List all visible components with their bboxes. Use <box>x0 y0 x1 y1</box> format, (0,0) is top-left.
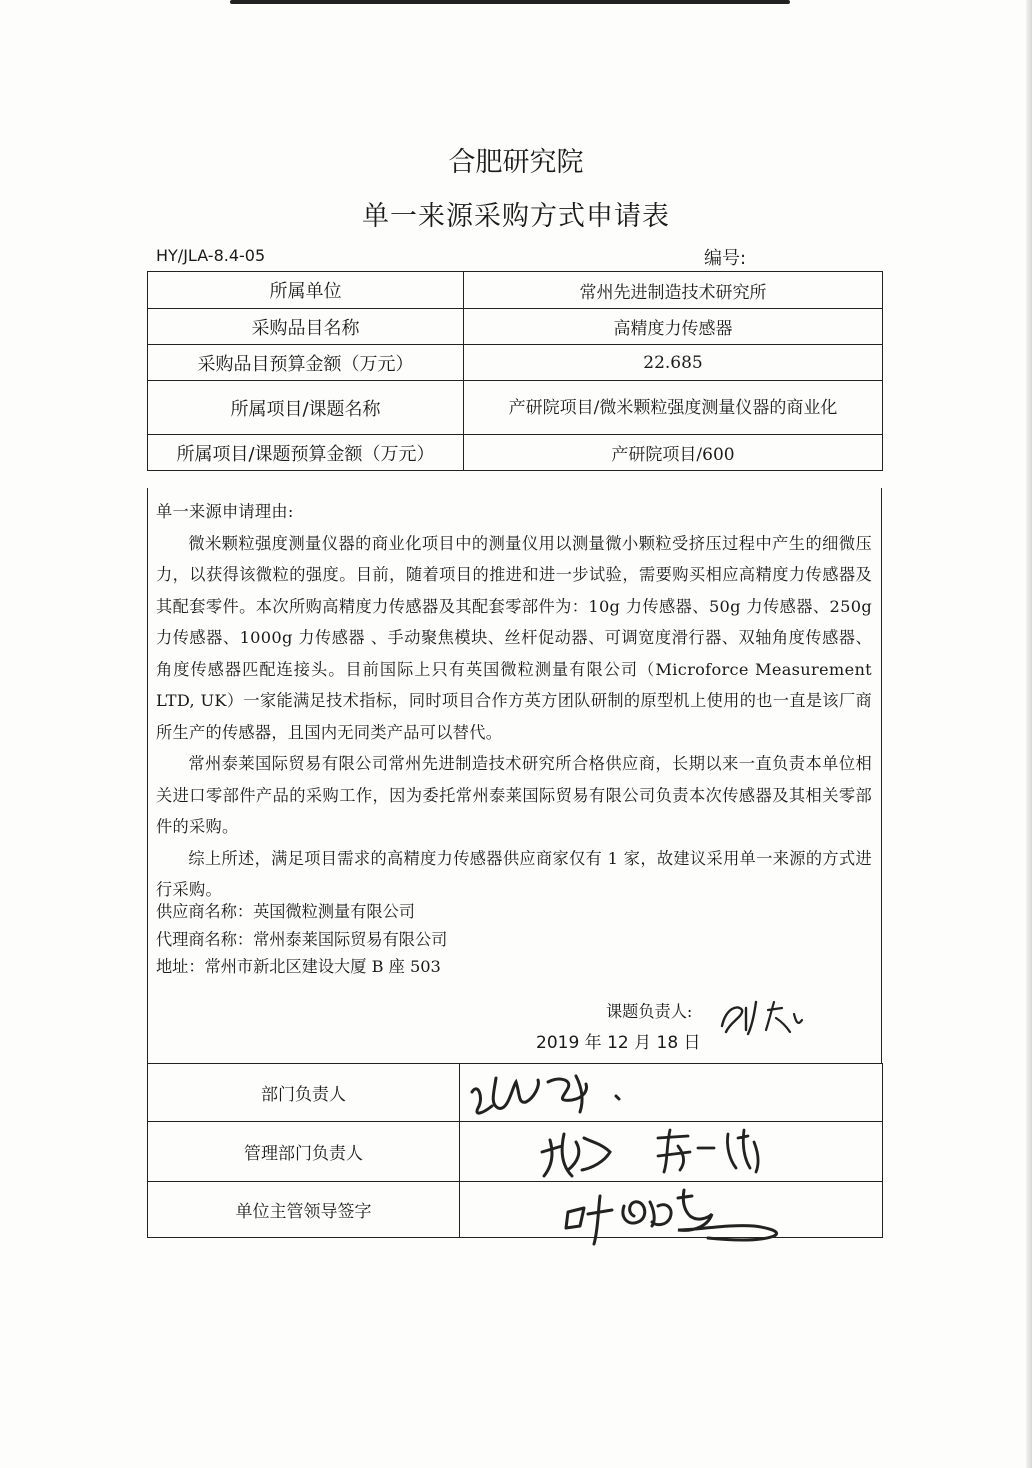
info-table <box>147 271 883 471</box>
agent-name: 代理商名称：常州泰莱国际贸易有限公司 <box>156 929 448 949</box>
field-label: 所属项目/课题预算金额（万元） <box>148 435 464 471</box>
table-row <box>148 381 883 435</box>
field-value: 22.685 <box>464 345 883 381</box>
supplier-address: 地址：常州市新北区建设大厦 B 座 503 <box>156 957 441 976</box>
field-value: 高精度力传感器 <box>464 309 883 345</box>
form-code: HY/JLA-8.4-05 <box>156 246 266 265</box>
project-leader-label: 课题负责人: <box>606 1002 693 1021</box>
reason-heading: 单一来源申请理由: <box>156 502 294 521</box>
table-row <box>148 1122 883 1182</box>
field-value: 产研院项目/微米颗粒强度测量仪器的商业化 <box>464 381 883 435</box>
field-label: 所属项目/课题名称 <box>148 381 464 435</box>
field-value: 产研院项目/600 <box>464 435 883 471</box>
reason-paragraph: 微米颗粒强度测量仪器的商业化项目中的测量仪用以测量微小颗粒受挤压过程中产生的细微压力，以获得该微粒的强度。目前，随着项目的推进和进一步试验，需要购买相应高精度力传感器及其配套零件。本次所购高精度力传感器及其配套零部件为：10g 力传感器、50g 力传感器、250g 力传感器、1000g 力传感器 、手动聚焦模块、丝杆促动器、可调宽度滑行器、双轴角度传感器、角度传感器匹配连接头。目前国际上只有英国微粒测量有限公司（Microforce Measurement LTD, UK）一家能满足技术指标，同时项目合作方英方团队研制的原型机上使用的也一直是该厂商所生产的传感器，且国内无同类产品可以替代。 <box>156 533 872 742</box>
sign-date: 2019 年 12 月 18 日 <box>536 1033 701 1053</box>
field-label: 采购品目名称 <box>148 309 464 345</box>
field-label: 采购品目预算金额（万元） <box>148 345 464 381</box>
institute-title: 合肥研究院 <box>448 147 584 178</box>
signature-label: 单位主管领导签字 <box>148 1182 460 1238</box>
supplier-info <box>156 898 447 981</box>
supplier-name: 供应商名称：英国微粒测量有限公司 <box>156 902 415 921</box>
signature-cell <box>460 1122 883 1182</box>
table-row <box>148 309 883 345</box>
table-row <box>148 272 883 309</box>
reason-paragraph: 常州泰莱国际贸易有限公司常州先进制造技术研究所合格供应商，长期以来一直负责本单位相关进口零部件产品的采购工作，因为委托常州泰莱国际贸易有限公司负责本次传感器及其相关零部件的采购。 <box>156 754 872 836</box>
signature-label: 部门负责人 <box>148 1064 460 1122</box>
signature-cell <box>460 1064 883 1122</box>
table-row <box>148 1064 883 1122</box>
field-label: 所属单位 <box>148 272 464 309</box>
signature-label: 管理部门负责人 <box>148 1122 460 1182</box>
signature-table <box>147 1063 883 1238</box>
reason-paragraph: 综上所述，满足项目需求的高精度力传感器供应商家仅有 1 家，故建议采用单一来源的方式进行采购。 <box>156 848 872 899</box>
reason-text <box>156 496 872 906</box>
serial-number-label: 编号: <box>704 248 747 269</box>
table-row <box>148 345 883 381</box>
signature-cell <box>460 1182 883 1238</box>
table-row <box>148 1182 883 1238</box>
form-title: 单一来源采购方式申请表 <box>362 201 670 232</box>
reason-section <box>147 488 882 1064</box>
field-value: 常州先进制造技术研究所 <box>464 272 883 309</box>
table-row <box>148 435 883 471</box>
scan-edge-top <box>230 0 790 4</box>
